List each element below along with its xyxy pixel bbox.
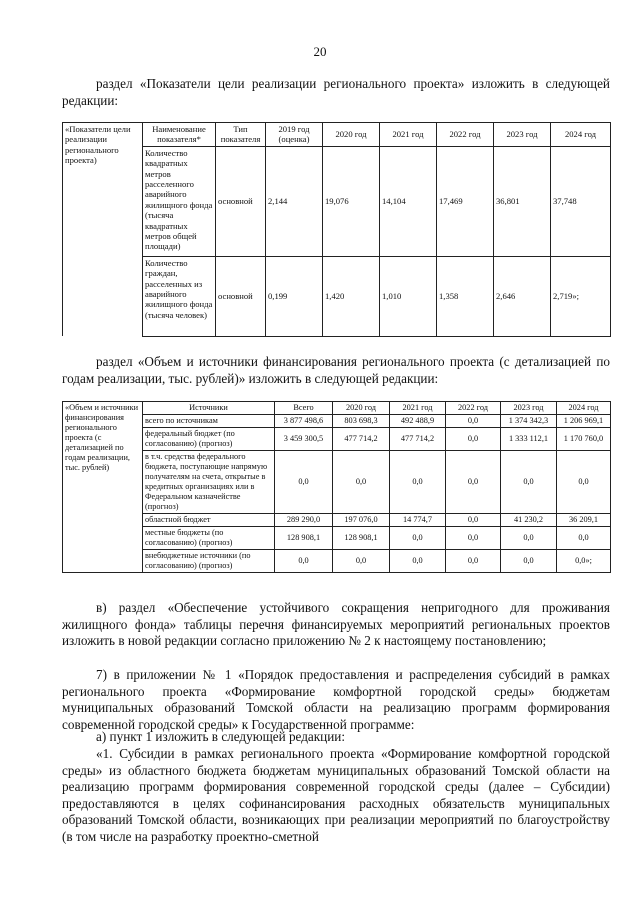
amount: 3 459 300,5	[275, 428, 333, 451]
table-row	[63, 256, 611, 336]
amount: 0,0	[501, 451, 557, 514]
amount: 197 076,0	[333, 514, 390, 527]
indicator-value: 14,104	[380, 146, 437, 256]
source-name: в т.ч. средства федерального бюджета, поступающие напрямую получателям на счета, открытые в кредитных организациях или в Федеральном казначействе (прогноз)	[143, 451, 275, 514]
indicator-value: 1,420	[323, 256, 380, 336]
amount: 41 230,2	[501, 514, 557, 527]
source-name: внебюджетные источники (по согласованию) (прогноз)	[143, 550, 275, 573]
amount: 492 488,9	[390, 415, 446, 428]
source-name: местные бюджеты (по согласованию) (прогноз)	[143, 527, 275, 550]
amount: 0,0	[446, 415, 501, 428]
indicator-value: 37,748	[551, 146, 611, 256]
page-number: 20	[313, 44, 327, 59]
amount: 0,0»;	[557, 550, 611, 573]
table-row	[63, 146, 611, 256]
goal-cell: «Показатели цели реализации регионального проекта)	[63, 123, 143, 337]
amount: 477 714,2	[390, 428, 446, 451]
column-header: 2021 год	[390, 402, 446, 415]
source-name: федеральный бюджет (по согласованию) (прогноз)	[143, 428, 275, 451]
amount: 36 209,1	[557, 514, 611, 527]
amount: 0,0	[501, 550, 557, 573]
amount: 3 877 498,6	[275, 415, 333, 428]
indicator-name: Количество граждан, расселенных из аварийного жилищного фонда (тысяча человек)	[143, 256, 216, 336]
column-header: 2024 год	[557, 402, 611, 415]
indicator-name: Количество квадратных метров расселенного аварийного жилищного фонда (тысяча квадратных метров общей площади)	[143, 146, 216, 256]
column-header: 2024 год	[551, 123, 611, 147]
table-row	[63, 428, 611, 451]
amount: 0,0	[275, 451, 333, 514]
amount: 0,0	[333, 550, 390, 573]
table-row	[63, 514, 611, 527]
amount: 0,0	[446, 527, 501, 550]
amount: 1 206 969,1	[557, 415, 611, 428]
column-header: 2023 год	[494, 123, 551, 147]
source-name: областной бюджет	[143, 514, 275, 527]
intro-paragraph-1: раздел «Показатели цели реализации регионального проекта» изложить в следующей редакции:	[62, 76, 610, 108]
indicator-value: 2,719»;	[551, 256, 611, 336]
paragraph-1: «1. Субсидии в рамках регионального проекта «Формирование комфортной городской среды» из областного бюджета бюджетам муниципальных образований Томской области на реализацию программ формирования современной городской среды (далее – Субсидии) предоставляются в целях софинансирования расходных обязательств муниципальных образований Томской области, возникающих при реализации мероприятий по благоустройству (в том числе на разработку проектно-сметной	[62, 746, 610, 844]
column-header: Тип показателя	[216, 123, 266, 147]
intro-paragraph-2: раздел «Объем и источники финансирования регионального проекта (с детализацией по годам реализации, тыс. рублей)» изложить в следующей редакции:	[62, 354, 610, 386]
amount: 0,0	[446, 514, 501, 527]
amount: 0,0	[446, 428, 501, 451]
column-header: Всего	[275, 402, 333, 415]
goal-indicators-table	[62, 122, 611, 337]
column-header: 2020 год	[323, 123, 380, 147]
amount: 0,0	[390, 527, 446, 550]
paragraph-7: 7) в приложении № 1 «Порядок предоставления и распределения субсидий в рамках регионального проекта «Формирование комфортной городской среды» бюджетам муниципальных образований Томской области на реализацию программ формирования современной городской среды» к Государственной программе:	[62, 667, 610, 732]
table-row	[63, 451, 611, 514]
amount: 477 714,2	[333, 428, 390, 451]
amount: 0,0	[275, 550, 333, 573]
paragraph-v: в) раздел «Обеспечение устойчивого сокращения непригодного для проживания жилищного фонда» таблицы перечня финансируемых мероприятий региональных проектов изложить в новой редакции согласно приложению № 2 к настоящему постановлению;	[62, 600, 610, 649]
amount: 803 698,3	[333, 415, 390, 428]
amount: 0,0	[557, 527, 611, 550]
amount: 1 333 112,1	[501, 428, 557, 451]
indicator-value: 19,076	[323, 146, 380, 256]
table-header-row	[63, 402, 611, 415]
amount: 128 908,1	[275, 527, 333, 550]
indicator-value: 17,469	[437, 146, 494, 256]
amount: 128 908,1	[333, 527, 390, 550]
column-header: 2022 год	[437, 123, 494, 147]
indicator-value: 1,010	[380, 256, 437, 336]
column-header: 2021 год	[380, 123, 437, 147]
column-header: 2019 год (оценка)	[266, 123, 323, 147]
table-row	[63, 415, 611, 428]
amount: 0,0	[557, 451, 611, 514]
amount: 0,0	[390, 550, 446, 573]
amount: 1 170 760,0	[557, 428, 611, 451]
column-header: 2023 год	[501, 402, 557, 415]
amount: 289 290,0	[275, 514, 333, 527]
column-header: Наименование показателя*	[143, 123, 216, 147]
indicator-value: 0,199	[266, 256, 323, 336]
indicator-type: основной	[216, 146, 266, 256]
column-header: 2022 год	[446, 402, 501, 415]
amount: 0,0	[446, 550, 501, 573]
table-row	[63, 550, 611, 573]
indicator-value: 2,646	[494, 256, 551, 336]
amount: 1 374 342,3	[501, 415, 557, 428]
financing-label: «Объем и источники финансирования регионального проекта (с детализацией по годам реализации, тыс. рублей)	[63, 402, 143, 573]
amount: 0,0	[501, 527, 557, 550]
column-header: Источники	[143, 402, 275, 415]
paragraph-a: а) пункт 1 изложить в следующей редакции:	[96, 729, 346, 744]
amount: 0,0	[446, 451, 501, 514]
amount: 0,0	[333, 451, 390, 514]
column-header: 2020 год	[333, 402, 390, 415]
financing-table	[62, 401, 611, 573]
table-header-row	[63, 123, 611, 147]
indicator-type: основной	[216, 256, 266, 336]
indicator-value: 36,801	[494, 146, 551, 256]
amount: 0,0	[390, 451, 446, 514]
source-name: всего по источникам	[143, 415, 275, 428]
indicator-value: 2,144	[266, 146, 323, 256]
table-row	[63, 527, 611, 550]
indicator-value: 1,358	[437, 256, 494, 336]
amount: 14 774,7	[390, 514, 446, 527]
